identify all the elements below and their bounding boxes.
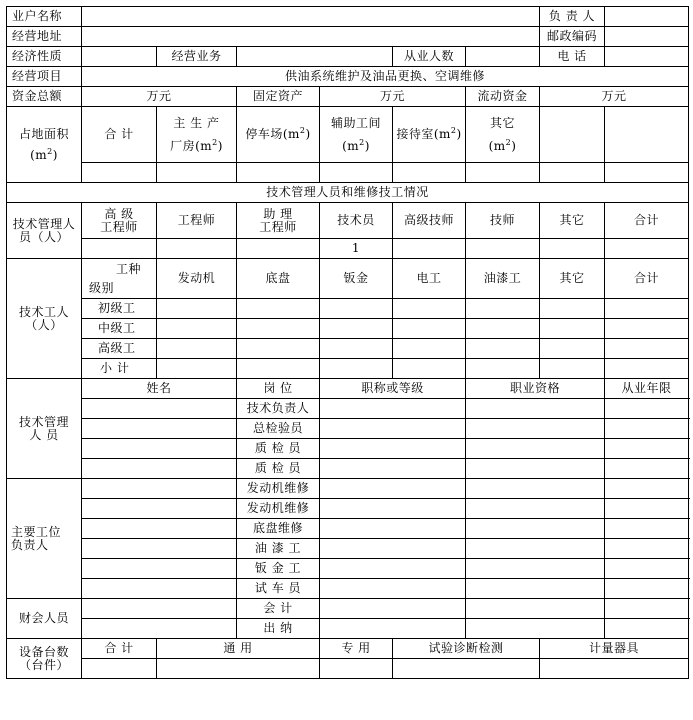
engine-repair1-qualification[interactable] xyxy=(466,479,605,499)
cashier-title[interactable] xyxy=(320,619,466,639)
intermediate-worker-label: 中级工 xyxy=(82,319,157,339)
intermediate-engine[interactable] xyxy=(157,319,237,339)
sheet-metal-qualification[interactable] xyxy=(466,559,605,579)
engine-header: 发动机 xyxy=(157,259,237,299)
chief-inspector-years[interactable] xyxy=(605,419,689,439)
intermediate-sheet-metal[interactable] xyxy=(320,319,393,339)
sheet-metal-title[interactable] xyxy=(320,559,466,579)
equipment-general-header: 通 用 xyxy=(157,639,320,659)
chassis-repair-name[interactable] xyxy=(82,519,237,539)
engine-repair1-title[interactable] xyxy=(320,479,466,499)
area-label-line1: 占地面积 xyxy=(18,126,69,141)
junior-engine[interactable] xyxy=(157,299,237,319)
equipment-diagnostic-header: 试验诊断检测 xyxy=(393,639,540,659)
subtotal-sheet-metal[interactable] xyxy=(320,359,393,379)
fixed-assets-label: 固定资产 xyxy=(237,87,320,107)
junior-electrician[interactable] xyxy=(393,299,466,319)
tech-head-name[interactable] xyxy=(82,399,237,419)
economic-nature-field[interactable] xyxy=(82,47,157,67)
technician-count[interactable]: 1 xyxy=(320,239,393,259)
inspector2-name[interactable] xyxy=(82,459,237,479)
chief-inspector-post: 总检验员 xyxy=(237,419,320,439)
technician2-header: 技师 xyxy=(466,203,540,239)
equipment-special-header: 专 用 xyxy=(320,639,393,659)
engine-repair1-years[interactable] xyxy=(605,479,689,499)
tech-head-years[interactable] xyxy=(605,399,689,419)
fixed-assets-unit[interactable]: 万元 xyxy=(320,87,466,107)
equipment-count-label: 设备台数（台件） xyxy=(7,639,82,679)
equipment-special-value[interactable] xyxy=(320,659,393,679)
cashier-qualification[interactable] xyxy=(466,619,605,639)
painter-post: 油 漆 工 xyxy=(237,539,320,559)
post-header: 岗 位 xyxy=(237,379,320,399)
senior-engineer-header: 高 级 工程师 xyxy=(82,203,157,239)
postcode-field[interactable] xyxy=(605,27,689,47)
main-production-header: 主 生 产 厂房$(m^2)$ xyxy=(157,107,237,163)
business-scope-field[interactable] xyxy=(237,47,393,67)
address-label: 经营地址 xyxy=(7,27,82,47)
engineer-header: 工程师 xyxy=(157,203,237,239)
area-total-value[interactable] xyxy=(82,163,157,183)
sheet-metal-header: 钣金 xyxy=(320,259,393,299)
employees-field[interactable] xyxy=(466,47,540,67)
accountant-qualification[interactable] xyxy=(466,599,605,619)
person-in-charge-field[interactable] xyxy=(605,7,689,27)
inspector1-title[interactable] xyxy=(320,439,466,459)
auxiliary-workshop-value[interactable] xyxy=(320,163,393,183)
tech-section-title: 技术管理人员和维修技工情况 xyxy=(7,183,689,203)
chief-inspector-name[interactable] xyxy=(82,419,237,439)
area-blank-1 xyxy=(540,107,605,163)
auxiliary-workshop-header: 辅助工间 $(m^2)$ xyxy=(320,107,393,163)
parking-header: 停车场$(m^2)$ xyxy=(237,107,320,163)
name-header: 姓名 xyxy=(82,379,237,399)
workers-other-header: 其它 xyxy=(540,259,605,299)
inspector1-name[interactable] xyxy=(82,439,237,459)
mgmt-other-count[interactable] xyxy=(540,239,605,259)
subtotal-painter[interactable] xyxy=(466,359,540,379)
engine-repair2-qualification[interactable] xyxy=(466,499,605,519)
current-funds-unit[interactable]: 万元 xyxy=(540,87,689,107)
senior-technician-count[interactable] xyxy=(393,239,466,259)
tech-head-qualification[interactable] xyxy=(466,399,605,419)
employees-label: 从业人数 xyxy=(393,47,466,67)
equipment-measuring-value[interactable] xyxy=(540,659,689,679)
senior-total[interactable] xyxy=(605,339,689,359)
test-driver-qualification[interactable] xyxy=(466,579,605,599)
area-label-line2: $(m^2)$ xyxy=(30,146,58,162)
junior-chassis[interactable] xyxy=(237,299,320,319)
sheet-metal-years[interactable] xyxy=(605,559,689,579)
technician-header: 技术员 xyxy=(320,203,393,239)
intermediate-electrician[interactable] xyxy=(393,319,466,339)
address-field[interactable] xyxy=(82,27,540,47)
total-funds-unit[interactable]: 万元 xyxy=(82,87,237,107)
area-extra-value-2[interactable] xyxy=(605,163,689,183)
current-funds-label: 流动资金 xyxy=(466,87,540,107)
inspector1-post: 质 检 员 xyxy=(237,439,320,459)
chassis-repair-years[interactable] xyxy=(605,519,689,539)
junior-painter[interactable] xyxy=(466,299,540,319)
inspector2-post: 质 检 员 xyxy=(237,459,320,479)
years-header: 从业年限 xyxy=(605,379,689,399)
accountant-name[interactable] xyxy=(82,599,237,619)
senior-sheet-metal[interactable] xyxy=(320,339,393,359)
equipment-general-value[interactable] xyxy=(157,659,320,679)
subtotal-engine[interactable] xyxy=(157,359,237,379)
accountant-post: 会 计 xyxy=(237,599,320,619)
parking-value[interactable] xyxy=(237,163,320,183)
reception-header: 接待室$(m^2)$ xyxy=(393,107,466,163)
chassis-header: 底盘 xyxy=(237,259,320,299)
equipment-measuring-header: 计量器具 xyxy=(540,639,689,659)
junior-sheet-metal[interactable] xyxy=(320,299,393,319)
subtotal-other[interactable] xyxy=(540,359,605,379)
intermediate-chassis[interactable] xyxy=(237,319,320,339)
finance-staff-label: 财会人员 xyxy=(7,599,82,639)
tech-head-title[interactable] xyxy=(320,399,466,419)
phone-field[interactable] xyxy=(605,47,689,67)
area-label xyxy=(7,107,82,183)
painter-years[interactable] xyxy=(605,539,689,559)
engine-repair2-name[interactable] xyxy=(82,499,237,519)
painter-qualification[interactable] xyxy=(466,539,605,559)
intermediate-painter[interactable] xyxy=(466,319,540,339)
engine-repair2-title[interactable] xyxy=(320,499,466,519)
reception-value[interactable] xyxy=(393,163,466,183)
equipment-total-header: 合 计 xyxy=(82,639,157,659)
chief-inspector-qualification[interactable] xyxy=(466,419,605,439)
owner-name-field[interactable] xyxy=(82,7,540,27)
technician2-count[interactable] xyxy=(466,239,540,259)
mgmt-total-count[interactable] xyxy=(605,239,689,259)
inspector2-title[interactable] xyxy=(320,459,466,479)
cashier-post: 出 纳 xyxy=(237,619,320,639)
accountant-years[interactable] xyxy=(605,599,689,619)
owner-name-label: 业户名称 xyxy=(7,7,82,27)
painter-title[interactable] xyxy=(320,539,466,559)
junior-other[interactable] xyxy=(540,299,605,319)
key-station-heads-label: 主要工位 负责人 xyxy=(7,479,82,599)
test-driver-title[interactable] xyxy=(320,579,466,599)
repair-shop-registration-form xyxy=(6,6,689,679)
mgmt-total-header: 合计 xyxy=(605,203,689,239)
engineer-count[interactable] xyxy=(157,239,237,259)
assistant-engineer-count[interactable] xyxy=(237,239,320,259)
subtotal-label: 小 计 xyxy=(82,359,157,379)
senior-painter[interactable] xyxy=(466,339,540,359)
tech-head-post: 技术负责人 xyxy=(237,399,320,419)
cashier-name[interactable] xyxy=(82,619,237,639)
test-driver-years[interactable] xyxy=(605,579,689,599)
title-grade-header: 职称或等级 xyxy=(320,379,466,399)
area-extra-value-1[interactable] xyxy=(540,163,605,183)
area-other-value[interactable] xyxy=(466,163,540,183)
subtotal-electrician[interactable] xyxy=(393,359,466,379)
chassis-repair-title[interactable] xyxy=(320,519,466,539)
equipment-diagnostic-value[interactable] xyxy=(393,659,540,679)
workers-total-header: 合计 xyxy=(605,259,689,299)
senior-electrician[interactable] xyxy=(393,339,466,359)
main-production-value[interactable] xyxy=(157,163,237,183)
area-blank-2 xyxy=(605,107,689,163)
senior-chassis[interactable] xyxy=(237,339,320,359)
cashier-years[interactable] xyxy=(605,619,689,639)
mgmt-other-header: 其它 xyxy=(540,203,605,239)
test-driver-name[interactable] xyxy=(82,579,237,599)
subtotal-total[interactable] xyxy=(605,359,689,379)
engine-repair2-post: 发动机维修 xyxy=(237,499,320,519)
sheet-metal-name[interactable] xyxy=(82,559,237,579)
electrician-header: 电工 xyxy=(393,259,466,299)
total-funds-label: 资金总额 xyxy=(7,87,82,107)
inspector2-years[interactable] xyxy=(605,459,689,479)
inspector2-qualification[interactable] xyxy=(466,459,605,479)
qualification-header: 职业资格 xyxy=(466,379,605,399)
senior-other[interactable] xyxy=(540,339,605,359)
test-driver-post: 试 车 员 xyxy=(237,579,320,599)
accountant-title[interactable] xyxy=(320,599,466,619)
engine-repair1-name[interactable] xyxy=(82,479,237,499)
phone-label: 电 话 xyxy=(540,47,605,67)
sheet-metal-post: 钣 金 工 xyxy=(237,559,320,579)
junior-total[interactable] xyxy=(605,299,689,319)
chassis-repair-post: 底盘维修 xyxy=(237,519,320,539)
subtotal-chassis[interactable] xyxy=(237,359,320,379)
senior-engineer-count[interactable] xyxy=(82,239,157,259)
inspector1-qualification[interactable] xyxy=(466,439,605,459)
chief-inspector-title[interactable] xyxy=(320,419,466,439)
economic-nature-label: 经济性质 xyxy=(7,47,82,67)
project-label: 经营项目 xyxy=(7,67,82,87)
engine-repair2-years[interactable] xyxy=(605,499,689,519)
equipment-total-value[interactable] xyxy=(82,659,157,679)
senior-worker-label: 高级工 xyxy=(82,339,157,359)
chassis-repair-qualification[interactable] xyxy=(466,519,605,539)
postcode-label: 邮政编码 xyxy=(540,27,605,47)
project-value: 供油系统维护及油品更换、空调维修 xyxy=(82,67,689,87)
painter-header: 油漆工 xyxy=(466,259,540,299)
area-other-header: 其它 $(m^2)$ xyxy=(466,107,540,163)
assistant-engineer-header: 助 理 工程师 xyxy=(237,203,320,239)
tech-workers-label: 技术工人（人） xyxy=(7,259,82,379)
senior-engine[interactable] xyxy=(157,339,237,359)
tech-mgmt-personnel-label: 技术管理 人 员 xyxy=(7,379,82,479)
trade-level-header: 工种 级别 xyxy=(82,259,157,299)
intermediate-total[interactable] xyxy=(605,319,689,339)
engine-repair1-post: 发动机维修 xyxy=(237,479,320,499)
senior-technician-header: 高级技师 xyxy=(393,203,466,239)
business-scope-label: 经营业务 xyxy=(157,47,237,67)
person-in-charge-label: 负 责 人 xyxy=(540,7,605,27)
intermediate-other[interactable] xyxy=(540,319,605,339)
junior-worker-label: 初级工 xyxy=(82,299,157,319)
tech-mgmt-label: 技术管理人员（人） xyxy=(7,203,82,259)
painter-name[interactable] xyxy=(82,539,237,559)
area-total-header: 合 计 xyxy=(82,107,157,163)
inspector1-years[interactable] xyxy=(605,439,689,459)
